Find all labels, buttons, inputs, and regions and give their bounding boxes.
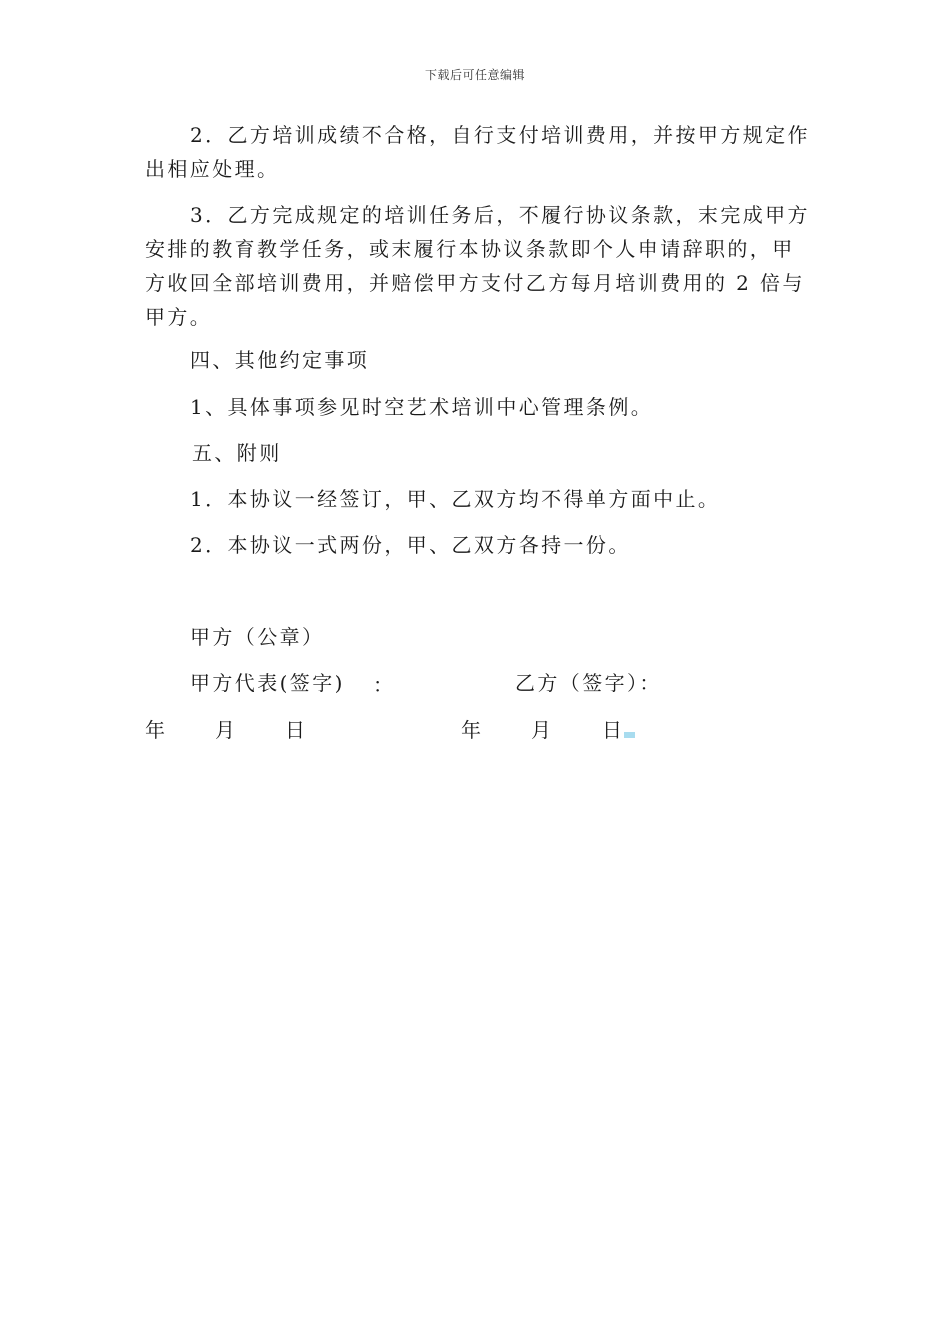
party-a-colon: ： [373, 673, 396, 697]
text-cursor-marker [624, 732, 635, 738]
clause-2: 2．乙方培训成绩不合格，自行支付培训费用，并按甲方规定作出相应处理。 [145, 123, 810, 181]
date-left-day: 日 [285, 718, 305, 742]
section-5-item-2: 2．本协议一式两份，甲、乙双方各持一份。 [190, 533, 631, 557]
date-right-year: 年 [461, 718, 481, 742]
date-left-year: 年 [145, 718, 165, 742]
section-5-item-1: 1．本协议一经签订，甲、乙双方均不得单方面中止。 [190, 487, 721, 511]
party-a-representative: 甲方代表(签字) [190, 671, 345, 695]
date-left-month: 月 [215, 718, 235, 742]
section-4-item-1: 1、具体事项参见时空艺术培训中心管理条例。 [190, 395, 654, 419]
party-b-signature: 乙方（签字）： [515, 671, 662, 695]
date-right-day: 日 [602, 718, 622, 742]
date-right-month: 月 [531, 718, 551, 742]
section-5-heading: 五、附则 [192, 441, 282, 465]
clause-3: 3．乙方完成规定的培训任务后，不履行协议条款，末完成甲方安排的教育教学任务，或末履行本协议条款即个人申请辞职的，甲方收回全部培训费用，并赔偿甲方支付乙方每月培训费用的 2 倍与甲方。 [145, 203, 810, 329]
section-4-heading: 四、其他约定事项 [190, 348, 370, 372]
page-header: 下载后可任意编辑 [424, 68, 525, 82]
party-a-seal: 甲方（公章） [190, 625, 325, 649]
